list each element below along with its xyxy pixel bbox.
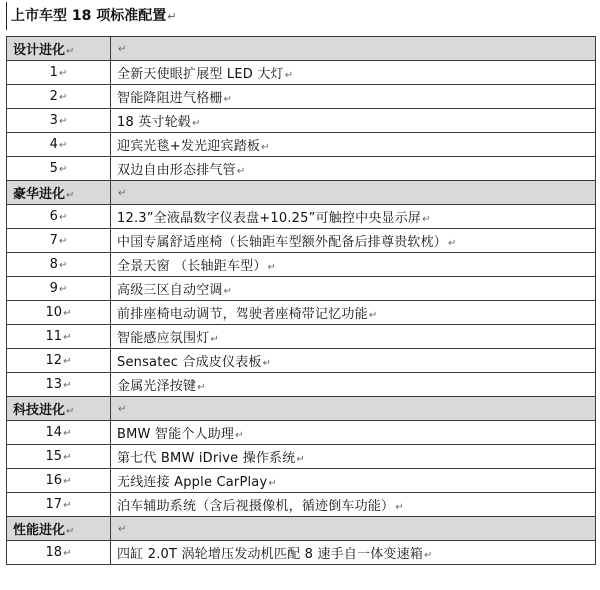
item-number: 14 — [45, 425, 63, 440]
document-title — [6, 2, 176, 30]
paragraph-mark-icon: ↵ — [268, 478, 277, 489]
item-number: 17 — [45, 497, 63, 512]
paragraph-mark-icon: ↵ — [118, 404, 127, 415]
table-row — [7, 133, 596, 157]
item-description: 18 英寸轮毂 — [117, 115, 192, 130]
item-description: 双边自由形态排气管 — [117, 163, 236, 178]
table-row — [7, 277, 596, 301]
item-description: BMW 智能个人助理 — [117, 427, 235, 442]
paragraph-mark-icon: ↵ — [58, 140, 68, 151]
paragraph-mark-icon: ↵ — [236, 166, 246, 177]
paragraph-mark-icon: ↵ — [58, 116, 68, 127]
table-row — [7, 493, 596, 517]
standard-config-table-body — [7, 37, 596, 565]
item-description: 无线连接 Apple CarPlay — [117, 475, 268, 490]
paragraph-mark-icon: ↵ — [118, 44, 127, 55]
item-number-cell — [7, 373, 111, 397]
section-label: 豪华进化 — [13, 187, 66, 202]
item-description: 全新天使眼扩展型 LED 大灯 — [117, 67, 284, 82]
item-number-cell — [7, 253, 111, 277]
item-number-cell — [7, 301, 111, 325]
item-number: 10 — [45, 305, 63, 320]
item-description-cell — [111, 85, 596, 109]
table-row — [7, 349, 596, 373]
item-number: 5 — [49, 161, 58, 176]
item-description: 迎宾光毯+发光迎宾踏板 — [117, 139, 261, 154]
item-description-cell — [111, 61, 596, 85]
section-label: 设计进化 — [13, 43, 66, 58]
item-number: 16 — [45, 473, 63, 488]
item-number-cell — [7, 493, 111, 517]
item-description-cell — [111, 325, 596, 349]
table-row — [7, 421, 596, 445]
paragraph-mark-icon: ↵ — [66, 190, 75, 201]
item-description-cell — [111, 469, 596, 493]
item-description: 智能感应氛围灯 — [117, 331, 210, 346]
table-row — [7, 301, 596, 325]
paragraph-mark-icon: ↵ — [261, 142, 270, 153]
item-number: 15 — [45, 449, 63, 464]
paragraph-mark-icon: ↵ — [197, 382, 206, 393]
item-description: 高级三区自动空调 — [117, 283, 223, 298]
paragraph-mark-icon: ↵ — [63, 428, 72, 439]
item-number: 3 — [49, 113, 58, 128]
paragraph-mark-icon: ↵ — [58, 236, 68, 247]
item-description-cell — [111, 373, 596, 397]
item-number: 18 — [45, 545, 63, 560]
item-number-cell — [7, 133, 111, 157]
paragraph-mark-icon: ↵ — [66, 406, 75, 417]
paragraph-mark-icon: ↵ — [66, 526, 75, 537]
item-number: 11 — [45, 329, 63, 344]
section-label: 性能进化 — [13, 523, 66, 538]
section-header-row — [7, 397, 596, 421]
paragraph-mark-icon: ↵ — [223, 94, 233, 105]
paragraph-mark-icon: ↵ — [63, 548, 72, 559]
item-description: 泊车辅助系统（含后视摄像机，循迹倒车功能） — [117, 499, 395, 514]
section-empty-cell — [111, 397, 596, 421]
section-empty-cell — [111, 517, 596, 541]
paragraph-mark-icon: ↵ — [210, 334, 219, 345]
paragraph-mark-icon: ↵ — [63, 500, 72, 511]
paragraph-mark-icon: ↵ — [63, 356, 72, 367]
paragraph-mark-icon: ↵ — [63, 308, 72, 319]
item-description: 智能降阻进气格栅 — [117, 91, 223, 106]
paragraph-mark-icon: ↵ — [58, 284, 68, 295]
item-description: 金属光泽按键 — [117, 379, 197, 394]
item-description-cell — [111, 493, 596, 517]
item-number-cell — [7, 325, 111, 349]
section-header-row — [7, 181, 596, 205]
paragraph-mark-icon: ↵ — [223, 286, 233, 297]
paragraph-mark-icon: ↵ — [262, 358, 272, 369]
section-header-row — [7, 37, 596, 61]
item-number-cell — [7, 277, 111, 301]
paragraph-mark-icon: ↵ — [422, 214, 431, 225]
section-label-cell — [7, 37, 111, 61]
item-number: 9 — [49, 281, 58, 296]
item-number: 7 — [49, 233, 58, 248]
item-description-cell — [111, 421, 596, 445]
item-number-cell — [7, 109, 111, 133]
paragraph-mark-icon: ↵ — [58, 164, 68, 175]
item-number-cell — [7, 541, 111, 565]
paragraph-mark-icon: ↵ — [424, 550, 433, 561]
section-label: 科技进化 — [13, 403, 66, 418]
standard-config-table — [6, 36, 596, 565]
table-row — [7, 229, 596, 253]
paragraph-mark-icon: ↵ — [395, 502, 404, 513]
paragraph-mark-icon: ↵ — [58, 92, 68, 103]
item-description: Sensatec 合成皮仪表板 — [117, 355, 262, 370]
table-row — [7, 325, 596, 349]
paragraph-mark-icon: ↵ — [58, 212, 68, 223]
paragraph-mark-icon: ↵ — [63, 452, 72, 463]
table-row — [7, 109, 596, 133]
item-number: 8 — [49, 257, 58, 272]
item-number: 6 — [49, 209, 58, 224]
item-description-cell — [111, 349, 596, 373]
item-number-cell — [7, 229, 111, 253]
paragraph-mark-icon: ↵ — [58, 260, 68, 271]
paragraph-mark-icon: ↵ — [368, 310, 378, 321]
item-description-cell — [111, 157, 596, 181]
paragraph-mark-icon: ↵ — [235, 430, 244, 441]
section-empty-cell — [111, 37, 596, 61]
table-row — [7, 205, 596, 229]
section-label-cell — [7, 517, 111, 541]
paragraph-mark-icon: ↵ — [296, 454, 306, 465]
item-description-cell — [111, 277, 596, 301]
item-description: 中国专属舒适座椅（长轴距车型额外配备后排尊贵软枕） — [117, 235, 448, 250]
item-description-cell — [111, 229, 596, 253]
paragraph-mark-icon: ↵ — [118, 524, 127, 535]
paragraph-mark-icon: ↵ — [192, 118, 201, 129]
table-row — [7, 469, 596, 493]
item-number-cell — [7, 61, 111, 85]
paragraph-mark-icon: ↵ — [63, 332, 72, 343]
paragraph-mark-icon: ↵ — [58, 68, 68, 79]
item-number-cell — [7, 469, 111, 493]
table-row — [7, 157, 596, 181]
paragraph-mark-icon: ↵ — [63, 476, 72, 487]
item-number: 1 — [49, 65, 58, 80]
item-description: 12.3”全液晶数字仪表盘+10.25”可触控中央显示屏 — [117, 211, 422, 226]
section-label-cell — [7, 181, 111, 205]
item-description: 四缸 2.0T 涡轮增压发动机匹配 8 速手自一体变速箱 — [117, 547, 424, 562]
item-description: 第七代 BMW iDrive 操作系统 — [117, 451, 296, 466]
item-number-cell — [7, 349, 111, 373]
item-description-cell — [111, 253, 596, 277]
paragraph-mark-icon: ↵ — [448, 238, 457, 249]
item-number: 13 — [45, 377, 63, 392]
table-row — [7, 541, 596, 565]
section-header-row — [7, 517, 596, 541]
item-description-cell — [111, 205, 596, 229]
item-description: 前排座椅电动调节，驾驶者座椅带记忆功能 — [117, 307, 368, 322]
paragraph-mark-icon: ↵ — [167, 10, 177, 23]
table-row — [7, 85, 596, 109]
item-number-cell — [7, 421, 111, 445]
table-row — [7, 373, 596, 397]
item-description-cell — [111, 301, 596, 325]
paragraph-mark-icon: ↵ — [66, 46, 75, 57]
paragraph-mark-icon: ↵ — [118, 188, 127, 199]
item-number: 2 — [49, 89, 58, 104]
item-number-cell — [7, 205, 111, 229]
item-number-cell — [7, 85, 111, 109]
item-description-cell — [111, 445, 596, 469]
document-title-text: 上市车型 18 项标准配置 — [11, 8, 167, 24]
table-row — [7, 445, 596, 469]
section-label-cell — [7, 397, 111, 421]
item-description-cell — [111, 133, 596, 157]
paragraph-mark-icon: ↵ — [267, 262, 277, 273]
table-row — [7, 253, 596, 277]
table-row — [7, 61, 596, 85]
item-description: 全景天窗 （长轴距车型） — [117, 259, 267, 274]
section-empty-cell — [111, 181, 596, 205]
item-number: 12 — [45, 353, 63, 368]
item-number-cell — [7, 157, 111, 181]
item-description-cell — [111, 541, 596, 565]
paragraph-mark-icon: ↵ — [63, 380, 72, 391]
item-description-cell — [111, 109, 596, 133]
item-number-cell — [7, 445, 111, 469]
paragraph-mark-icon: ↵ — [284, 70, 294, 81]
item-number: 4 — [49, 137, 58, 152]
